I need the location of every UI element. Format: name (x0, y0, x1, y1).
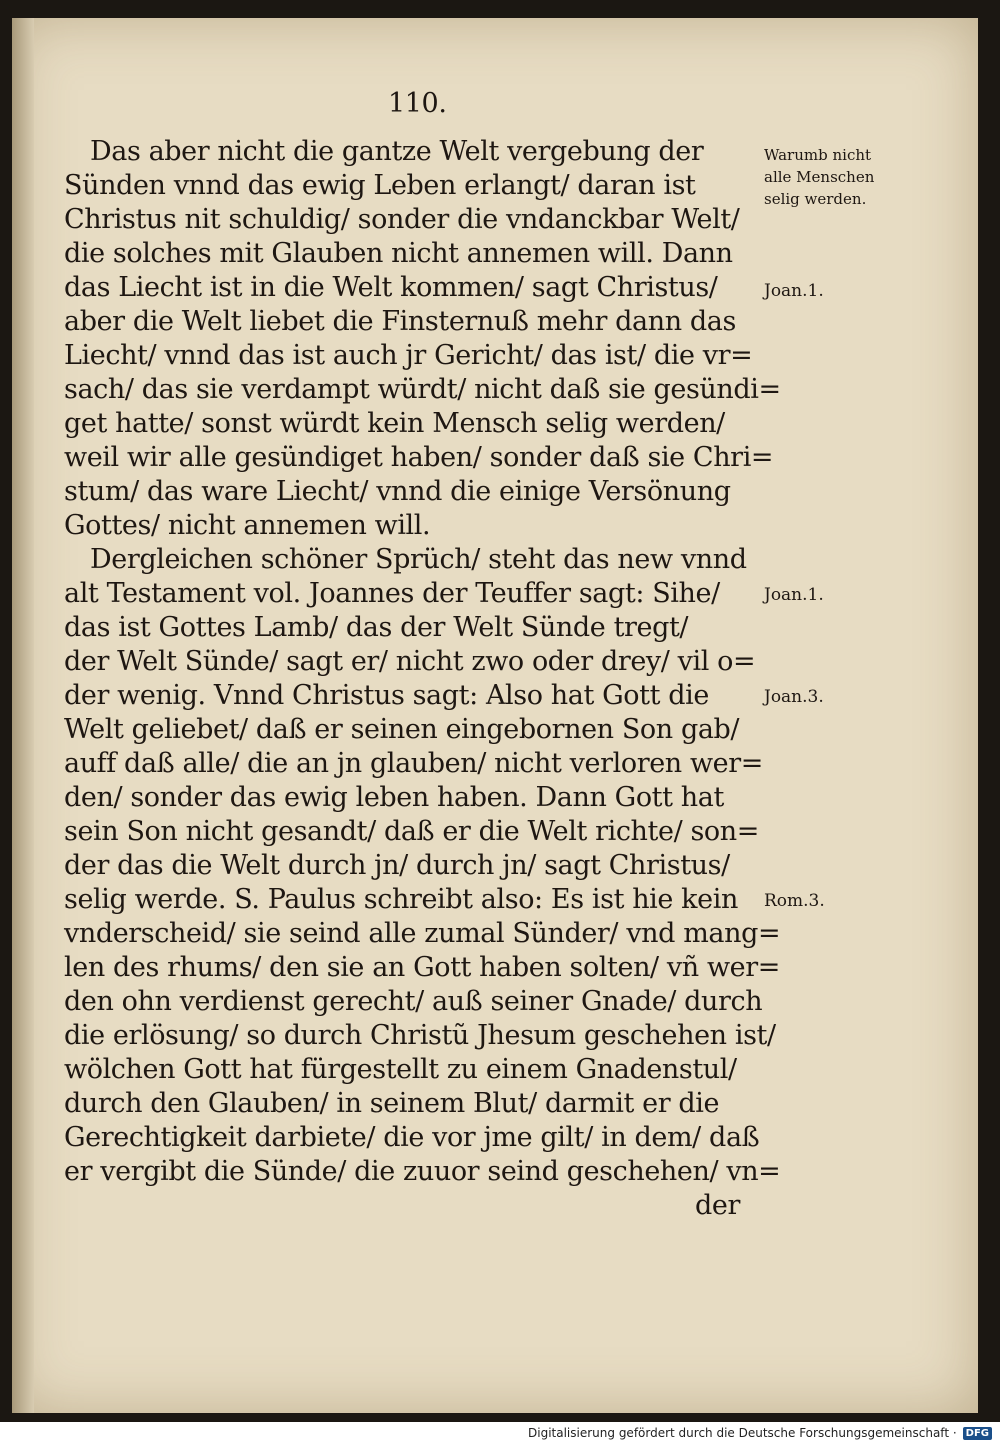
text-line-12: Gottes/ nicht annemen will. (64, 510, 431, 541)
text-line-5: das Liecht ist in die Welt kommen/ sagt Christus/ (64, 272, 718, 303)
text-line-24: vnderscheid/ sie seind alle zumal Sünder/ vnd mang= (64, 918, 781, 949)
margin-ref-4: Rom.3. (764, 891, 825, 911)
margin-note-line-3: selig werden. (764, 190, 867, 208)
text-line-28: wölchen Gott hat fürgestellt zu einem Gnadenstul/ (64, 1054, 737, 1085)
text-line-2: Sünden vnnd das ewig Leben erlangt/ daran ist (64, 170, 696, 201)
text-line-17: der wenig. Vnnd Christus sagt: Also hat Gott die (64, 680, 709, 711)
text-line-21: sein Son nicht gesandt/ daß er die Welt richte/ son= (64, 816, 759, 847)
text-line-15: das ist Gottes Lamb/ das der Welt Sünde tregt/ (64, 612, 689, 643)
text-line-31: er vergibt die Sünde/ die zuuor seind geschehen/ vn= (64, 1156, 781, 1187)
text-line-6: aber die Welt liebet die Finsternuß mehr dann das (64, 306, 736, 337)
text-line-16: der Welt Sünde/ sagt er/ nicht zwo oder drey/ vil o= (64, 646, 756, 677)
text-line-18: Welt geliebet/ daß er seinen eingebornen Son gab/ (64, 714, 740, 745)
book-page (12, 18, 978, 1413)
text-line-10: weil wir alle gesündiget haben/ sonder daß sie Chri= (64, 442, 774, 473)
text-line-13: Dergleichen schöner Sprüch/ steht das new vnnd (90, 544, 747, 575)
text-line-22: der das die Welt durch jn/ durch jn/ sagt Christus/ (64, 850, 730, 881)
text-line-3: Christus nit schuldig/ sonder die vndanckbar Welt/ (64, 204, 740, 235)
margin-note-heading (764, 144, 874, 210)
margin-note-line-2: alle Menschen (764, 168, 875, 186)
page-gutter (12, 18, 34, 1413)
folio-number: 110. (388, 88, 447, 119)
text-line-29: durch den Glauben/ in seinem Blut/ darmit er die (64, 1088, 720, 1119)
text-line-7: Liecht/ vnnd das ist auch jr Gericht/ das ist/ die vr= (64, 340, 753, 371)
credit-text: Digitalisierung gefördert durch die Deutsche Forschungsgemeinschaft · (528, 1426, 957, 1440)
text-line-19: auff daß alle/ die an jn glauben/ nicht verloren wer= (64, 748, 763, 779)
text-line-1: Das aber nicht die gantze Welt vergebung der (90, 136, 704, 167)
digitization-credit (528, 1426, 992, 1440)
text-line-27: die erlösung/ so durch Christũ Jhesum geschehen ist/ (64, 1020, 776, 1051)
text-line-26: den ohn verdienst gerecht/ auß seiner Gnade/ durch (64, 986, 763, 1017)
text-line-9: get hatte/ sonst würdt kein Mensch selig werden/ (64, 408, 725, 439)
text-line-20: den/ sonder das ewig leben haben. Dann Gott hat (64, 782, 724, 813)
margin-ref-2: Joan.1. (764, 585, 824, 605)
text-line-11: stum/ das ware Liecht/ vnnd die einige Versönung (64, 476, 731, 507)
text-line-8: sach/ das sie verdampt würdt/ nicht daß sie gesündi= (64, 374, 781, 405)
margin-ref-3: Joan.3. (764, 687, 824, 707)
text-line-23: selig werde. S. Paulus schreibt also: Es ist hie kein (64, 884, 738, 915)
margin-note-line-1: Warumb nicht (764, 146, 872, 164)
catchword: der (695, 1190, 740, 1221)
margin-ref-1: Joan.1. (764, 281, 824, 301)
dfg-logo: DFG (963, 1427, 992, 1440)
text-line-25: len des rhums/ den sie an Gott haben solten/ vñ wer= (64, 952, 780, 983)
text-line-30: Gerechtigkeit darbiete/ die vor jme gilt/ in dem/ daß (64, 1122, 760, 1153)
text-line-4: die solches mit Glauben nicht annemen will. Dann (64, 238, 733, 269)
text-line-14: alt Testament vol. Joannes der Teuffer sagt: Sihe/ (64, 578, 720, 609)
